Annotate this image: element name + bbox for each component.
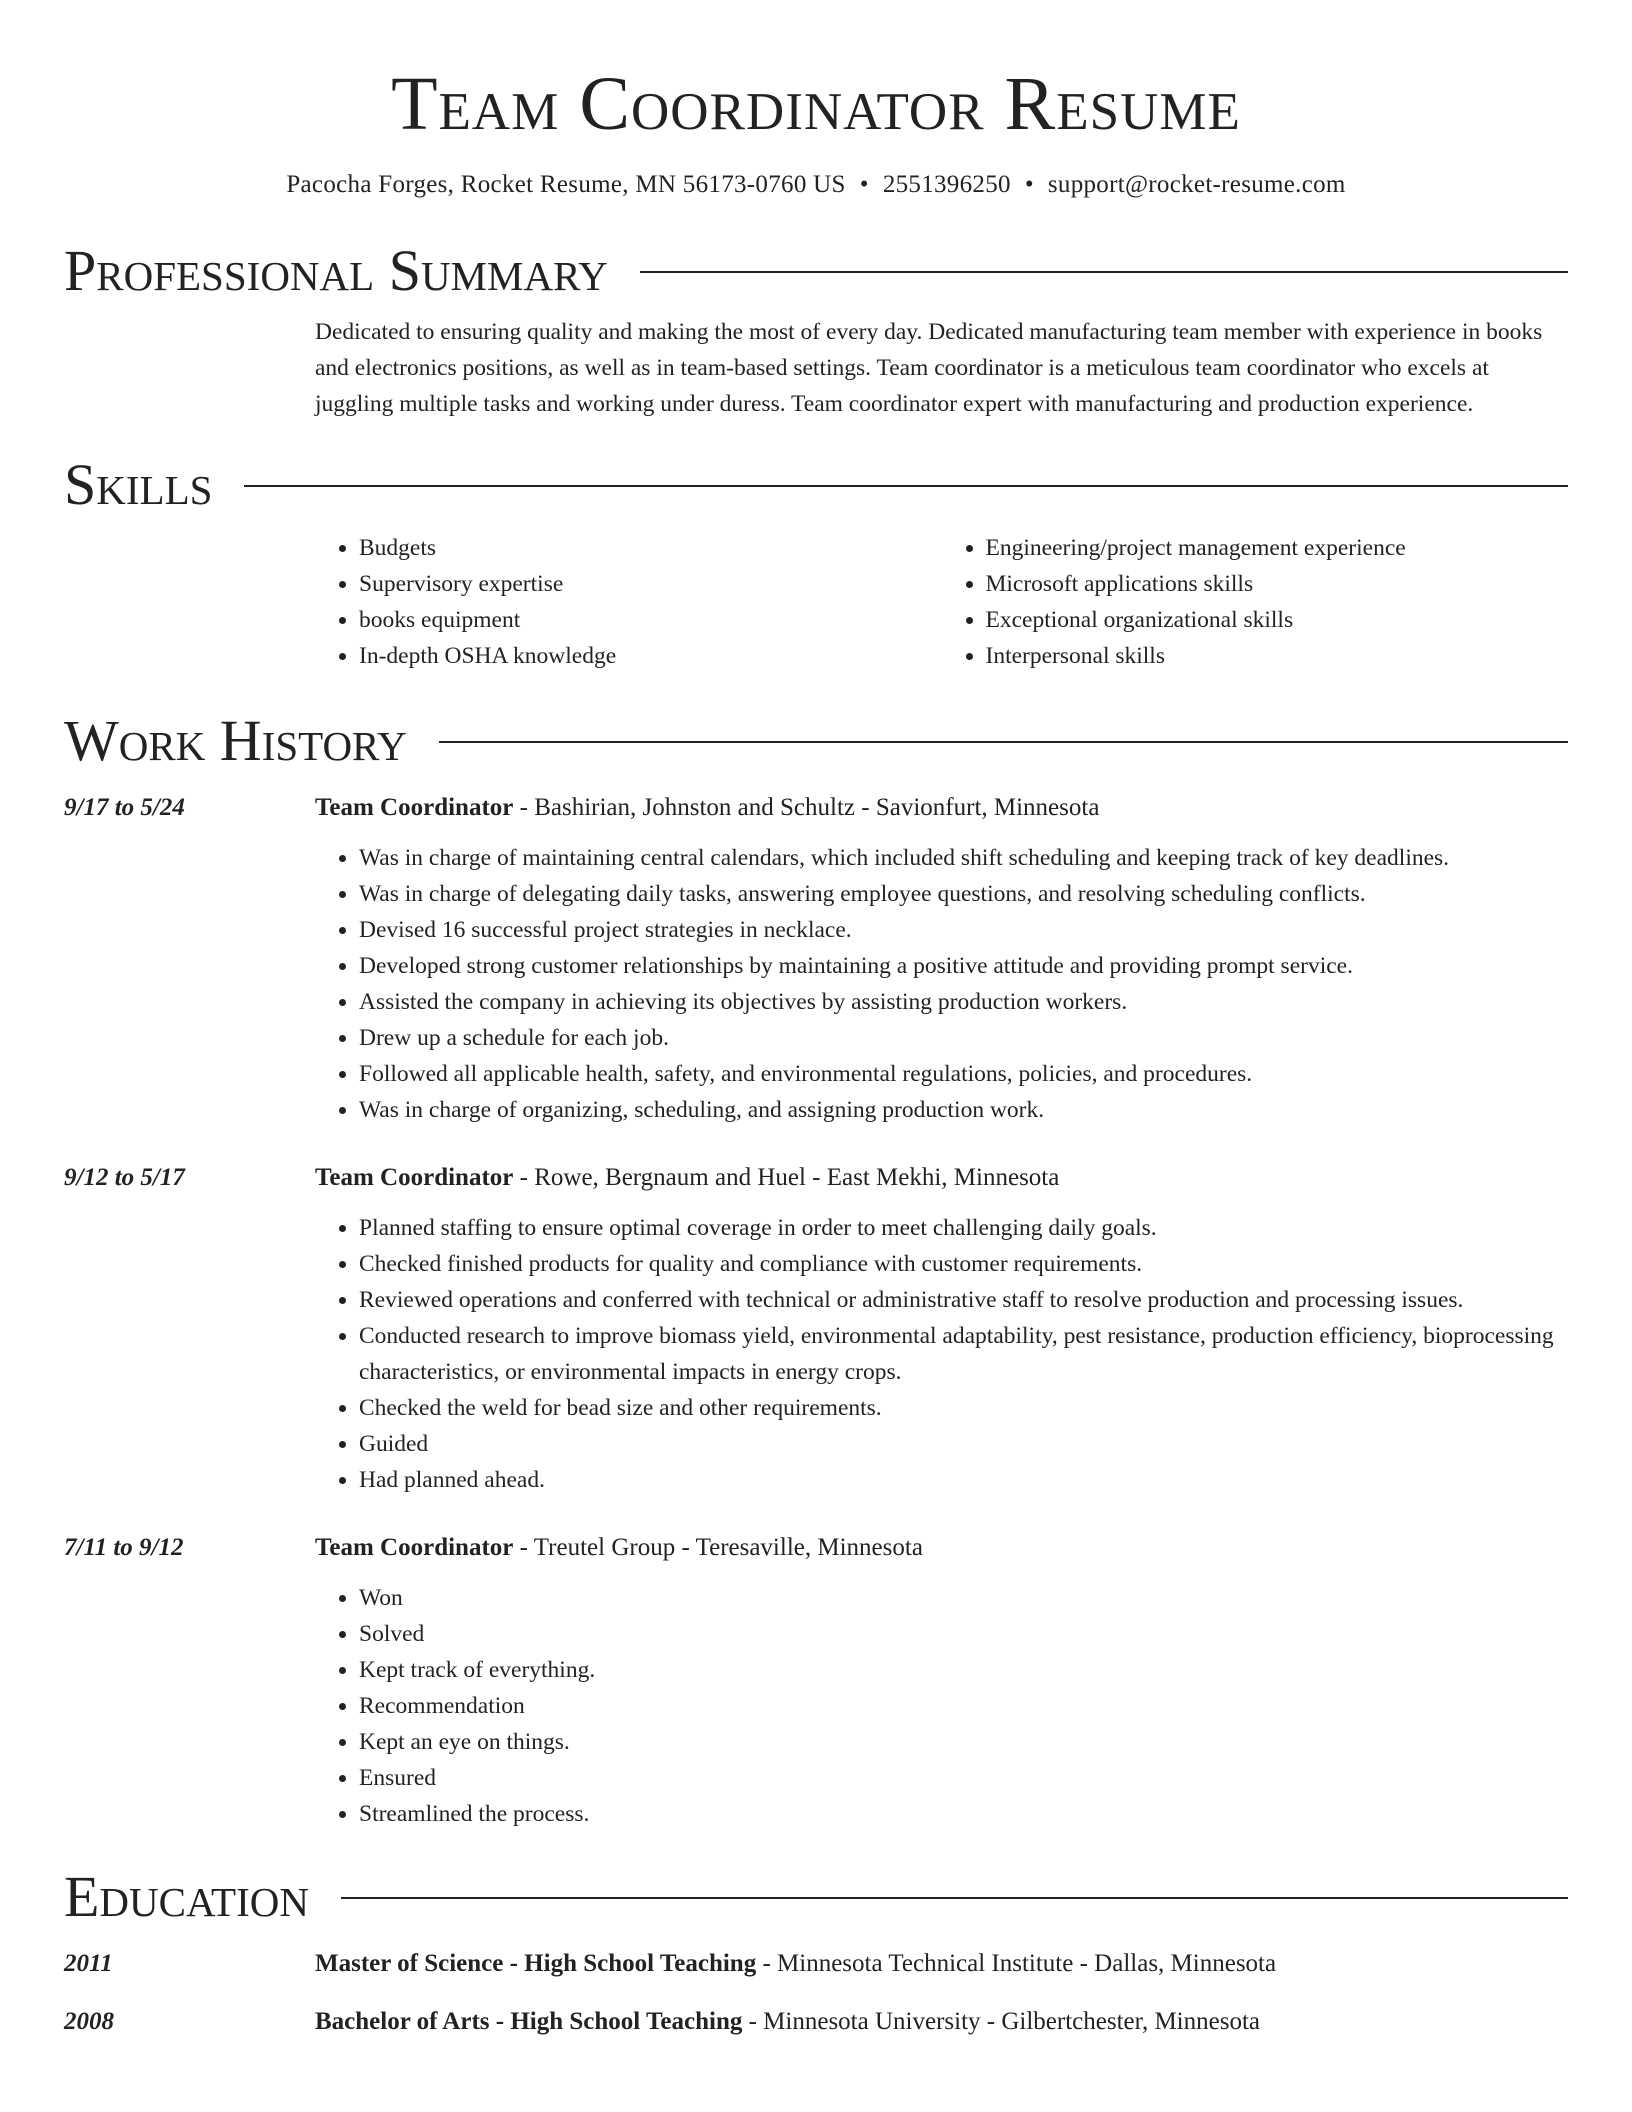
skills-heading: Skills <box>64 452 213 517</box>
skills-list-left <box>315 530 942 674</box>
summary-section-header <box>64 236 1568 306</box>
job-duty: • Won <box>359 1580 1568 1616</box>
contact-separator: • <box>1024 171 1034 198</box>
job-employer: - Rowe, Bergnaum and Huel - East Mekhi, Minnesota <box>513 1164 1060 1191</box>
job-duty: • Devised 16 successful project strategies in necklace. <box>359 912 1568 948</box>
contact-separator: • <box>859 171 869 198</box>
job-duties <box>315 1210 1568 1498</box>
job-duty: • Assisted the company in achieving its objectives by assisting production workers. <box>359 984 1568 1020</box>
education-degree: Master of Science - High School Teaching <box>315 1950 757 1977</box>
job-duties <box>315 840 1568 1128</box>
section-divider <box>244 485 1568 487</box>
job-duty: • Ensured <box>359 1760 1568 1796</box>
job-heading <box>315 1160 1568 1196</box>
job-date: 9/17 to 5/24 <box>64 794 185 821</box>
skills-columns <box>315 530 1568 674</box>
education-date: 2008 <box>64 2008 114 2035</box>
job-duty: • Streamlined the process. <box>359 1796 1568 1832</box>
job-duty: • Was in charge of delegating daily tasks, answering employee questions, and resolving scheduling conflicts. <box>359 876 1568 912</box>
job-duty: • Kept track of everything. <box>359 1652 1568 1688</box>
skills-list-right <box>942 530 1569 674</box>
job-duty: • Reviewed operations and conferred with technical or administrative staff to resolve production and processing issues. <box>359 1282 1568 1318</box>
job-duties <box>315 1580 1568 1832</box>
job-heading <box>315 790 1568 826</box>
section-divider <box>341 1897 1568 1899</box>
education-heading <box>315 2004 1568 2040</box>
job-role: Team Coordinator <box>315 1164 514 1191</box>
education-heading <box>315 1946 1568 1982</box>
job-duty: • Solved <box>359 1616 1568 1652</box>
skill-item: • Microsoft applications skills <box>986 566 1569 602</box>
summary-text: Dedicated to ensuring quality and making the most of every day. Dedicated manufacturing team member with experience in books and electronics positions, as well as in team-based settings. Team coordinator is a meticulous team coordinator who excels at juggling multiple tasks and working under duress. Team coordinator expert with manufacturing and production experience. <box>315 319 1543 417</box>
education-entry <box>64 1946 1568 1982</box>
job-date: 7/11 to 9/12 <box>64 1534 184 1561</box>
job-duty: • Drew up a schedule for each job. <box>359 1020 1568 1056</box>
section-divider <box>439 741 1568 743</box>
skill-item: • Interpersonal skills <box>986 638 1569 674</box>
job-employer: - Bashirian, Johnston and Schultz - Savionfurt, Minnesota <box>513 794 1100 821</box>
skill-item: • Exceptional organizational skills <box>986 602 1569 638</box>
job-duty: • Kept an eye on things. <box>359 1724 1568 1760</box>
job-duty: • Guided <box>359 1426 1568 1462</box>
job-duty: • Recommendation <box>359 1688 1568 1724</box>
contact-line <box>64 168 1568 202</box>
education-section-header <box>64 1862 1568 1932</box>
job-duty: • Was in charge of maintaining central calendars, which included shift scheduling and keeping track of key deadlines. <box>359 840 1568 876</box>
section-divider <box>640 271 1568 273</box>
education-degree: Bachelor of Arts - High School Teaching <box>315 2008 743 2035</box>
job-role: Team Coordinator <box>315 1534 514 1561</box>
skill-item: • books equipment <box>359 602 942 638</box>
skill-item: • Engineering/project management experience <box>986 530 1569 566</box>
contact-phone: 2551396250 <box>882 171 1011 198</box>
education-date: 2011 <box>64 1950 113 1977</box>
education-heading: Education <box>64 1864 309 1929</box>
job-entry <box>64 790 1568 1128</box>
job-duty: • Checked finished products for quality and compliance with customer requirements. <box>359 1246 1568 1282</box>
skill-item: • Supervisory expertise <box>359 566 942 602</box>
education-school: - Minnesota Technical Institute - Dallas, Minnesota <box>756 1950 1277 1977</box>
education-entry <box>64 2004 1568 2040</box>
contact-email: support@rocket-resume.com <box>1047 171 1346 198</box>
job-duty: • Followed all applicable health, safety, and environmental regulations, policies, and procedures. <box>359 1056 1568 1092</box>
job-duty: • Developed strong customer relationships by maintaining a positive attitude and providing prompt service. <box>359 948 1568 984</box>
skills-section-header <box>64 450 1568 520</box>
job-duty: • Checked the weld for bead size and other requirements. <box>359 1390 1568 1426</box>
contact-address: Pacocha Forges, Rocket Resume, MN 56173-0760 US <box>286 171 846 198</box>
resume-title: Team Coordinator Resume <box>391 62 1241 146</box>
job-employer: - Treutel Group - Teresaville, Minnesota <box>513 1534 923 1561</box>
education-school: - Minnesota University - Gilbertchester, Minnesota <box>742 2008 1260 2035</box>
work-heading: Work History <box>64 708 407 773</box>
job-entry <box>64 1530 1568 1832</box>
resume-page <box>64 0 1568 2040</box>
work-section-header <box>64 706 1568 776</box>
summary-heading: Professional Summary <box>64 238 608 303</box>
job-duty: • Was in charge of organizing, scheduling, and assigning production work. <box>359 1092 1568 1128</box>
skill-item: • In-depth OSHA knowledge <box>359 638 942 674</box>
job-duty: • Had planned ahead. <box>359 1462 1568 1498</box>
job-date: 9/12 to 5/17 <box>64 1164 185 1191</box>
job-heading <box>315 1530 1568 1566</box>
job-duty: • Planned staffing to ensure optimal coverage in order to meet challenging daily goals. <box>359 1210 1568 1246</box>
job-duty: • Conducted research to improve biomass yield, environmental adaptability, pest resistance, production efficiency, bioprocessing characteristics, or environmental impacts in energy crops. <box>359 1318 1568 1390</box>
job-role: Team Coordinator <box>315 794 514 821</box>
skill-item: • Budgets <box>359 530 942 566</box>
job-entry <box>64 1160 1568 1498</box>
